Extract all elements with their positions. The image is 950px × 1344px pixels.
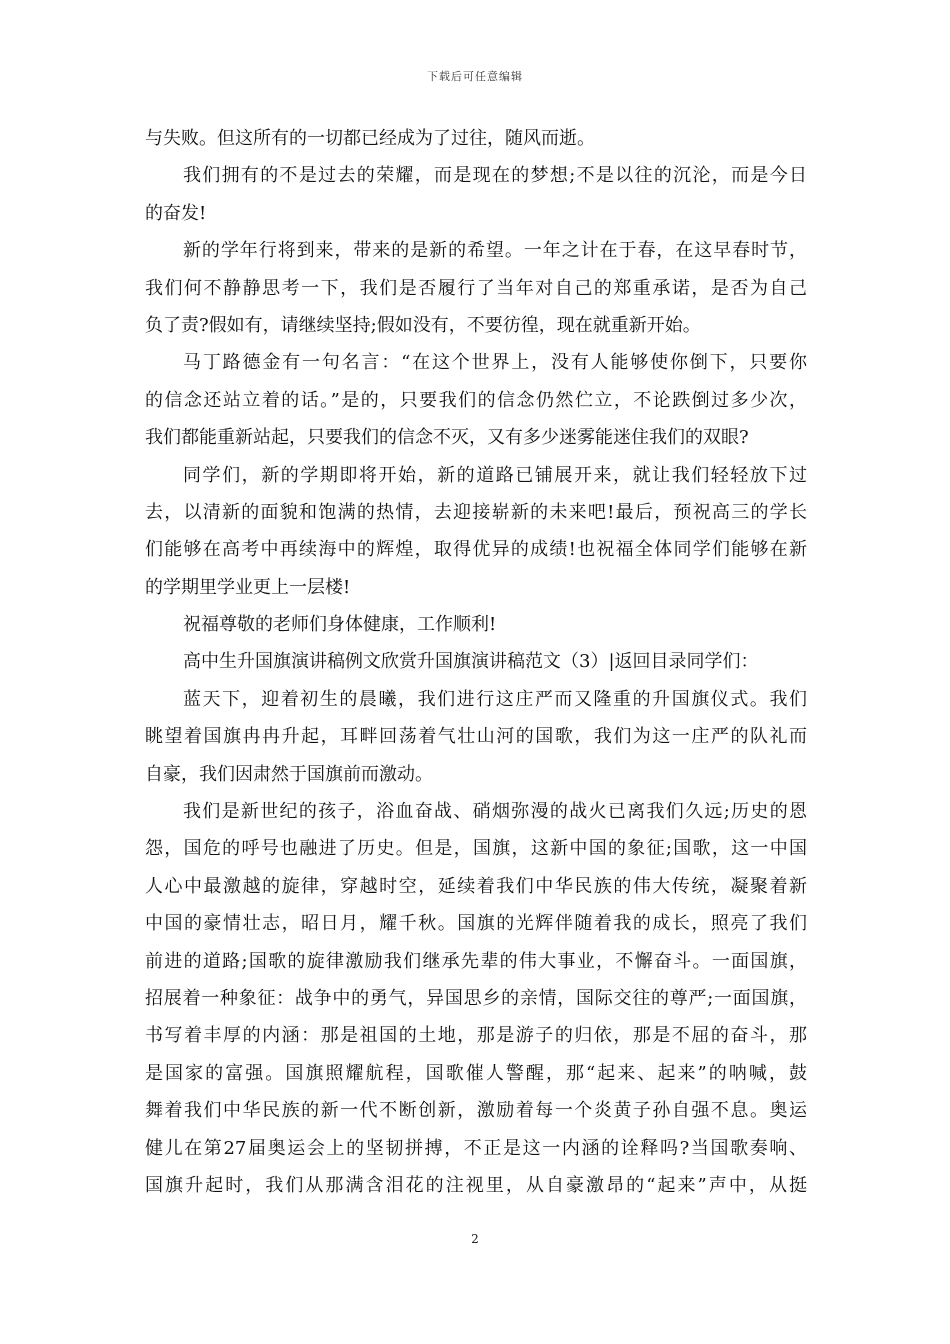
page-header: 下载后可任意编辑 [427,70,523,83]
text-line: 是国家的富强。国旗照耀航程，国歌催人警醒，那“起来、起来”的呐喊，鼓 [145,1062,807,1084]
text-line: 我们拥有的不是过去的荣耀，而是现在的梦想;不是以往的沉沦，而是今日 [183,165,807,187]
text-line: 我们何不静静思考一下，我们是否履行了当年对自己的郑重承诺，是否为自己 [145,277,807,299]
text-line: 我们是新世纪的孩子，浴血奋战、硝烟弥漫的战火已离我们久远;历史的恩 [183,801,807,823]
text-line: 前进的道路;国歌的旋律激励我们继承先辈的伟大事业，不懈奋斗。一面国旗， [145,950,807,972]
text-line: 负了责?假如有，请继续坚持;假如没有，不要彷徨，现在就重新开始。 [145,314,701,336]
text-line: 祝福尊敬的老师们身体健康，工作顺利! [183,614,497,636]
text-line: 国旗升起时，我们从那满含泪花的注视里，从自豪激昂的“起来”声中，从挺 [145,1174,807,1196]
text-line: 的学期里学业更上一层楼! [145,576,351,598]
text-line: 蓝天下，迎着初生的晨曦，我们进行这庄严而又隆重的升国旗仪式。我们 [183,688,807,710]
text-line: 新的学年行将到来，带来的是新的希望。一年之计在于春，在这早春时节， [183,240,807,262]
text-line: 怨，国危的呼号也融进了历史。但是，国旗，这新中国的象征;国歌，这一中国 [145,838,807,860]
text-line: 眺望着国旗冉冉升起，耳畔回荡着气壮山河的国歌，我们为这一庄严的队礼而 [145,726,807,748]
text-line: 书写着丰厚的内涵：那是祖国的土地，那是游子的归依，那是不屈的奋斗，那 [145,1025,807,1047]
section-heading-line: 高中生升国旗演讲稿例文欣赏升国旗演讲稿范文（3）|返回目录同学们： [183,651,759,673]
document-body [145,120,807,1204]
text-line: 人心中最激越的旋律，穿越时空，延续着我们中华民族的伟大传统，凝聚着新 [145,875,807,897]
page-number: 2 [471,1232,479,1246]
text-line: 中国的豪情壮志，昭日月，耀千秋。国旗的光辉伴随着我的成长，照亮了我们 [145,913,807,935]
text-line: 与失败。但这所有的一切都已经成为了过往，随风而逝。 [145,128,595,149]
text-line: 健儿在第27届奥运会上的坚韧拼搏，不正是这一内涵的诠释吗?当国歌奏响、 [145,1137,807,1159]
text-line: 招展着一种象征：战争中的勇气，异国思乡的亲情，国际交往的尊严;一面国旗， [145,987,807,1009]
text-line: 的信念还站立着的话。”是的，只要我们的信念仍然伫立，不论跌倒过多少次， [145,389,807,411]
text-line: 自豪，我们因肃然于国旗前而激动。 [145,763,433,785]
text-line: 去，以清新的面貌和饱满的热情，去迎接崭新的未来吧!最后，预祝高三的学长 [145,501,807,523]
text-line: 我们都能重新站起，只要我们的信念不灭，又有多少迷雾能迷住我们的双眼? [145,427,749,449]
text-line: 同学们，新的学期即将开始，新的道路已铺展开来，就让我们轻轻放下过 [183,464,807,486]
text-line: 马丁路德金有一句名言：“在这个世界上，没有人能够使你倒下，只要你 [183,352,807,374]
text-line: 的奋发! [145,202,207,224]
text-line: 们能够在高考中再续海中的辉煌，取得优异的成绩!也祝福全体同学们能够在新 [145,539,807,561]
text-line: 舞着我们中华民族的新一代不断创新，激励着每一个炎黄子孙自强不息。奥运 [145,1100,807,1122]
